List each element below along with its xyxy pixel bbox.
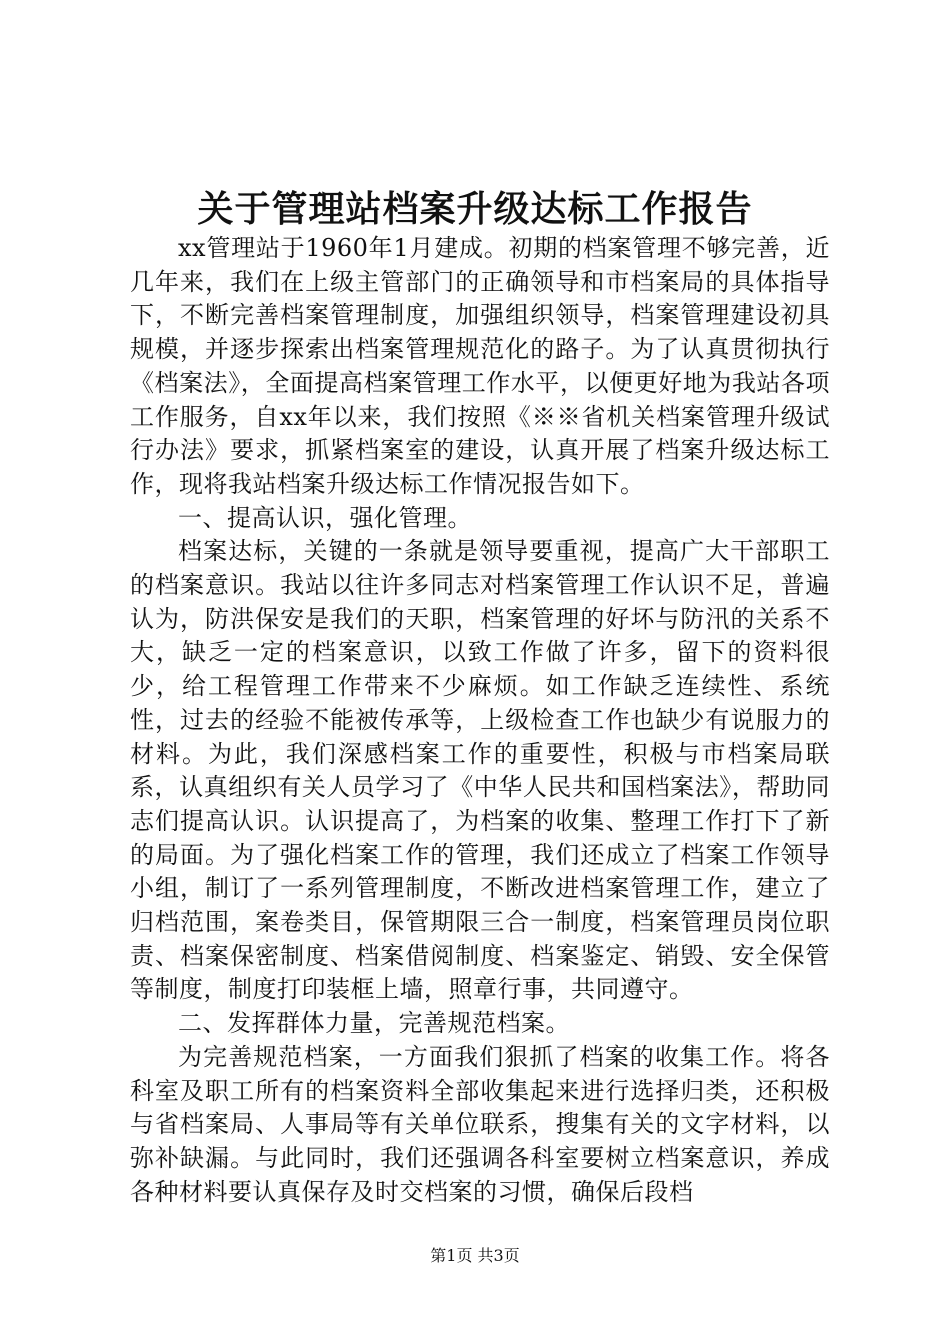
section-heading-2: 二、发挥群体力量，完善规范档案。 [178, 1009, 570, 1038]
document-body [130, 232, 830, 1209]
paragraph-section-1: 档案达标，关键的一条就是领导要重视，提高广大干部职工的档案意识。我站以往许多同志对档案管理工作认识不足，普遍认为，防洪保安是我们的天职，档案管理的好坏与防汛的关系不大，缺乏一定的档案意识，以致工作做了许多，留下的资料很少，给工程管理工作带来不少麻烦。如工作缺乏连续性、系统性，过去的经验不能被传承等，上级检查工作也缺少有说服力的材料。为此，我们深感档案工作的重要性，积极与市档案局联系，认真组织有关人员学习了《中华人民共和国档案法》，帮助同志们提高认识。认识提高了，为档案的收集、整理工作打下了新的局面。为了强化档案工作的管理，我们还成立了档案工作领导小组，制订了一系列管理制度，不断改进档案管理工作，建立了归档范围，案卷类目，保管期限三合一制度，档案管理员岗位职责、档案保密制度、档案借阅制度、档案鉴定、销毁、安全保管等制度，制度打印装框上墙，照章行事，共同遵守。 [130, 537, 830, 1004]
document-title: 关于管理站档案升级达标工作报告 [197, 188, 753, 230]
paragraph-section-2: 为完善规范档案，一方面我们狠抓了档案的收集工作。将各科室及职工所有的档案资料全部收集起来进行选择归类，还积极与省档案局、人事局等有关单位联系，搜集有关的文字材料，以弥补缺漏。与此同时，我们还强调各科室要树立档案意识，养成各种材料要认真保存及时交档案的习惯，确保后段档 [130, 1042, 830, 1206]
section-heading-1: 一、提高认识，强化管理。 [178, 503, 472, 532]
paragraph-intro: xx管理站于1960年1月建成。初期的档案管理不够完善，近几年来，我们在上级主管部门的正确领导和市档案局的具体指导下，不断完善档案管理制度，加强组织领导，档案管理建设初具规模，并逐步探索出档案管理规范化的路子。为了认真贯彻执行《档案法》，全面提高档案管理工作水平，以便更好地为我站各项工作服务，自xx年以来，我们按照《※※省机关档案管理升级试行办法》要求，抓紧档案室的建设，认真开展了档案升级达标工作，现将我站档案升级达标工作情况报告如下。 [130, 234, 830, 498]
page-number-footer: 第1页 共3页 [430, 1246, 520, 1265]
